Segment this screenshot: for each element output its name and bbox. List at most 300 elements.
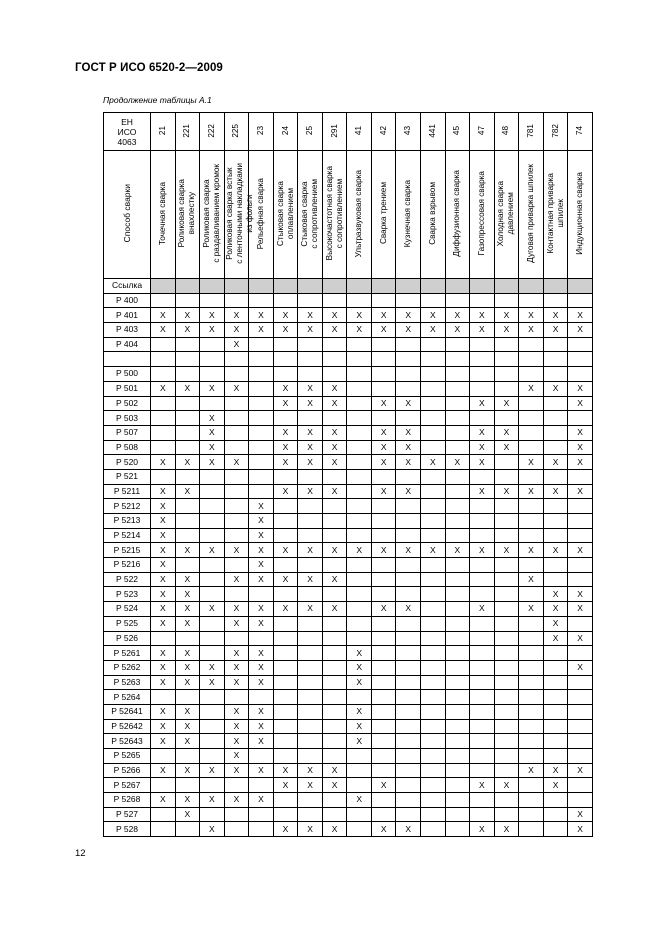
- table-row: [104, 293, 593, 308]
- applicability-cell: X: [568, 440, 593, 455]
- process-name: [202, 164, 222, 263]
- applicability-cell: [421, 646, 446, 661]
- applicability-cell: [347, 484, 372, 499]
- applicability-cell: [568, 499, 593, 514]
- applicability-cell: X: [371, 778, 396, 793]
- applicability-cell: X: [249, 616, 274, 631]
- applicability-cell: X: [347, 719, 372, 734]
- applicability-cell: [175, 293, 200, 308]
- applicability-cell: [568, 367, 593, 382]
- applicability-cell: [543, 440, 568, 455]
- applicability-cell: X: [151, 719, 176, 734]
- applicability-cell: [224, 440, 249, 455]
- applicability-cell: [445, 469, 470, 484]
- applicability-cell: [396, 367, 421, 382]
- applicability-cell: [519, 646, 544, 661]
- table-row: [104, 749, 593, 764]
- applicability-cell: X: [543, 381, 568, 396]
- process-code-cell: [273, 113, 298, 151]
- applicability-cell: [298, 646, 323, 661]
- process-name-line: Стыковая сварка: [275, 180, 285, 247]
- reference-cell: [445, 279, 470, 294]
- applicability-cell: X: [224, 381, 249, 396]
- applicability-cell: [151, 396, 176, 411]
- applicability-cell: [494, 455, 519, 470]
- process-name-cell: [445, 151, 470, 279]
- applicability-cell: X: [249, 793, 274, 808]
- applicability-cell: X: [322, 440, 347, 455]
- process-name-cell: [421, 151, 446, 279]
- applicability-cell: [249, 337, 274, 352]
- applicability-cell: X: [200, 763, 225, 778]
- applicability-cell: [396, 778, 421, 793]
- applicability-cell: [519, 690, 544, 705]
- process-name-line: Ультразвуковая сварка: [354, 169, 364, 258]
- process-code: 221: [182, 123, 192, 138]
- process-name-cell: [175, 151, 200, 279]
- applicability-cell: X: [421, 308, 446, 323]
- process-name: [477, 171, 487, 255]
- applicability-cell: X: [543, 778, 568, 793]
- applicability-cell: X: [200, 793, 225, 808]
- applicability-cell: [151, 631, 176, 646]
- applicability-cell: [273, 469, 298, 484]
- applicability-cell: [371, 807, 396, 822]
- applicability-cell: [273, 749, 298, 764]
- process-name-line: оплавлением: [285, 187, 295, 240]
- table-row: [104, 484, 593, 499]
- applicability-cell: [470, 499, 495, 514]
- applicability-cell: [224, 778, 249, 793]
- applicability-cell: [421, 587, 446, 602]
- applicability-cell: [347, 367, 372, 382]
- process-name: [177, 179, 197, 247]
- applicability-cell: X: [151, 514, 176, 529]
- applicability-cell: [445, 704, 470, 719]
- applicability-cell: [494, 572, 519, 587]
- applicability-cell: [298, 793, 323, 808]
- applicability-cell: [347, 293, 372, 308]
- applicability-cell: X: [224, 543, 249, 558]
- applicability-cell: [249, 293, 274, 308]
- process-name-line: с сопротивлением: [334, 178, 344, 249]
- applicability-cell: [568, 411, 593, 426]
- applicability-cell: X: [224, 646, 249, 661]
- applicability-cell: [347, 587, 372, 602]
- applicability-cell: X: [200, 455, 225, 470]
- table-row: [104, 558, 593, 573]
- applicability-cell: [470, 807, 495, 822]
- applicability-cell: X: [568, 631, 593, 646]
- applicability-cell: X: [347, 704, 372, 719]
- applicability-cell: [298, 616, 323, 631]
- applicability-cell: [347, 631, 372, 646]
- applicability-cell: X: [543, 455, 568, 470]
- imperfection-ref: P 5268: [104, 793, 151, 808]
- applicability-cell: [224, 396, 249, 411]
- applicability-cell: [421, 822, 446, 837]
- imperfection-ref: P 404: [104, 337, 151, 352]
- applicability-cell: [445, 822, 470, 837]
- applicability-cell: [396, 675, 421, 690]
- applicability-cell: [494, 514, 519, 529]
- applicability-cell: [543, 675, 568, 690]
- process-code-cell: [298, 113, 323, 151]
- imperfection-ref: P 5214: [104, 528, 151, 543]
- applicability-cell: X: [470, 822, 495, 837]
- applicability-cell: [371, 587, 396, 602]
- applicability-cell: [421, 719, 446, 734]
- applicability-cell: X: [175, 719, 200, 734]
- applicability-cell: [322, 587, 347, 602]
- applicability-cell: [445, 352, 470, 367]
- applicability-cell: X: [298, 484, 323, 499]
- applicability-cell: [445, 484, 470, 499]
- applicability-cell: X: [175, 587, 200, 602]
- process-code: 45: [452, 125, 462, 136]
- process-name-cell: [151, 151, 176, 279]
- applicability-cell: [445, 616, 470, 631]
- applicability-cell: [470, 631, 495, 646]
- applicability-cell: X: [543, 602, 568, 617]
- applicability-cell: [421, 572, 446, 587]
- applicability-cell: X: [347, 543, 372, 558]
- applicability-cell: [371, 337, 396, 352]
- applicability-cell: [421, 499, 446, 514]
- applicability-cell: X: [371, 484, 396, 499]
- applicability-cell: [371, 499, 396, 514]
- process-code-cell: [347, 113, 372, 151]
- imperfection-ref: P 527: [104, 807, 151, 822]
- applicability-cell: [421, 411, 446, 426]
- applicability-cell: X: [151, 323, 176, 338]
- applicability-cell: X: [543, 587, 568, 602]
- applicability-cell: X: [519, 323, 544, 338]
- process-name-line: Роликовая сварка встык: [224, 167, 234, 260]
- applicability-cell: [519, 469, 544, 484]
- reference-cell: [347, 279, 372, 294]
- method-name-row: [104, 151, 593, 279]
- applicability-cell: [322, 411, 347, 426]
- applicability-cell: [543, 499, 568, 514]
- imperfection-ref: P 508: [104, 440, 151, 455]
- applicability-cell: X: [175, 660, 200, 675]
- process-name: [496, 181, 516, 246]
- applicability-cell: [568, 734, 593, 749]
- applicability-cell: [151, 425, 176, 440]
- table-row: [104, 572, 593, 587]
- applicability-cell: X: [151, 543, 176, 558]
- applicability-cell: X: [200, 822, 225, 837]
- applicability-cell: X: [298, 308, 323, 323]
- applicability-cell: [347, 440, 372, 455]
- table-row: [104, 631, 593, 646]
- applicability-cell: X: [396, 440, 421, 455]
- table-row: [104, 381, 593, 396]
- applicability-cell: X: [568, 807, 593, 822]
- applicability-cell: X: [568, 455, 593, 470]
- applicability-cell: [347, 822, 372, 837]
- process-code-cell: [151, 113, 176, 151]
- applicability-cell: X: [543, 763, 568, 778]
- applicability-cell: [494, 734, 519, 749]
- applicability-cell: [371, 749, 396, 764]
- applicability-cell: X: [224, 704, 249, 719]
- process-code: 23: [255, 125, 265, 136]
- applicability-cell: [568, 514, 593, 529]
- applicability-cell: [371, 793, 396, 808]
- applicability-cell: [494, 660, 519, 675]
- applicability-cell: X: [470, 425, 495, 440]
- applicability-cell: [494, 749, 519, 764]
- applicability-cell: [470, 514, 495, 529]
- applicability-cell: X: [249, 558, 274, 573]
- imperfection-ref: P 5212: [104, 499, 151, 514]
- applicability-cell: X: [322, 822, 347, 837]
- imperfection-ref: P 523: [104, 587, 151, 602]
- table-row: [104, 528, 593, 543]
- applicability-cell: [200, 558, 225, 573]
- process-name-line: Дуговая приварка шпилек: [525, 164, 535, 263]
- applicability-cell: [273, 631, 298, 646]
- process-name-line: Индукционная сварка: [575, 172, 585, 255]
- applicability-cell: X: [200, 602, 225, 617]
- applicability-cell: X: [494, 323, 519, 338]
- applicability-cell: [273, 690, 298, 705]
- applicability-cell: [519, 425, 544, 440]
- process-code: 225: [231, 123, 241, 138]
- applicability-cell: X: [322, 308, 347, 323]
- applicability-cell: X: [568, 323, 593, 338]
- applicability-cell: X: [175, 308, 200, 323]
- applicability-cell: [273, 675, 298, 690]
- applicability-cell: [224, 469, 249, 484]
- applicability-cell: X: [371, 602, 396, 617]
- imperfection-ref: P 525: [104, 616, 151, 631]
- imperfection-ref: P 522: [104, 572, 151, 587]
- process-code: 781: [525, 123, 535, 138]
- applicability-cell: [445, 660, 470, 675]
- applicability-cell: [519, 734, 544, 749]
- applicability-cell: [445, 293, 470, 308]
- applicability-cell: X: [421, 323, 446, 338]
- applicability-cell: X: [224, 734, 249, 749]
- process-name: [546, 173, 566, 254]
- applicability-cell: [494, 616, 519, 631]
- imperfection-ref: P 507: [104, 425, 151, 440]
- applicability-cell: X: [470, 543, 495, 558]
- applicability-cell: [273, 558, 298, 573]
- imperfection-ref: P 520: [104, 455, 151, 470]
- applicability-cell: [470, 660, 495, 675]
- imperfection-ref: P 5263: [104, 675, 151, 690]
- applicability-cell: [445, 763, 470, 778]
- applicability-cell: [445, 396, 470, 411]
- imperfection-ref: P 526: [104, 631, 151, 646]
- process-code: 48: [501, 125, 511, 136]
- applicability-cell: [175, 469, 200, 484]
- reference-cell: [494, 279, 519, 294]
- applicability-cell: X: [396, 455, 421, 470]
- applicability-cell: [273, 807, 298, 822]
- applicability-cell: X: [421, 543, 446, 558]
- applicability-cell: [543, 704, 568, 719]
- applicability-cell: [273, 367, 298, 382]
- table-row: [104, 822, 593, 837]
- applicability-cell: [445, 807, 470, 822]
- applicability-cell: [519, 411, 544, 426]
- applicability-cell: [249, 469, 274, 484]
- table-row: [104, 469, 593, 484]
- applicability-cell: X: [224, 602, 249, 617]
- applicability-cell: X: [347, 734, 372, 749]
- applicability-cell: [249, 352, 274, 367]
- applicability-cell: X: [494, 440, 519, 455]
- imperfection-ref: P 5215: [104, 543, 151, 558]
- process-name-line: Сварка трением: [378, 182, 388, 245]
- process-name-cell: [371, 151, 396, 279]
- applicability-cell: X: [568, 587, 593, 602]
- applicability-cell: [322, 528, 347, 543]
- table-row: [104, 616, 593, 631]
- applicability-cell: X: [543, 631, 568, 646]
- applicability-cell: [322, 469, 347, 484]
- table-row: [104, 367, 593, 382]
- applicability-cell: X: [470, 396, 495, 411]
- applicability-cell: [445, 558, 470, 573]
- process-code: 74: [575, 125, 585, 136]
- applicability-cell: [445, 631, 470, 646]
- applicability-cell: [298, 660, 323, 675]
- applicability-cell: X: [175, 572, 200, 587]
- applicability-cell: [568, 704, 593, 719]
- applicability-cell: X: [175, 455, 200, 470]
- applicability-cell: [543, 352, 568, 367]
- applicability-cell: [273, 719, 298, 734]
- process-name-line: давлением: [506, 192, 516, 235]
- imperfection-ref: P 400: [104, 293, 151, 308]
- applicability-cell: [421, 734, 446, 749]
- process-name-line: Роликовая сварка: [177, 179, 187, 248]
- applicability-cell: X: [151, 704, 176, 719]
- applicability-cell: [175, 411, 200, 426]
- applicability-cell: [470, 367, 495, 382]
- applicability-cell: [421, 469, 446, 484]
- applicability-cell: [347, 602, 372, 617]
- process-code: 21: [157, 125, 167, 136]
- process-code: 47: [476, 125, 486, 136]
- applicability-cell: [273, 352, 298, 367]
- applicability-cell: [322, 646, 347, 661]
- applicability-cell: X: [519, 543, 544, 558]
- applicability-cell: [175, 822, 200, 837]
- applicability-cell: [396, 763, 421, 778]
- table-row: [104, 396, 593, 411]
- applicability-cell: [519, 616, 544, 631]
- applicability-cell: [347, 499, 372, 514]
- applicability-cell: X: [224, 763, 249, 778]
- applicability-cell: [494, 469, 519, 484]
- applicability-cell: X: [396, 543, 421, 558]
- applicability-cell: [371, 293, 396, 308]
- applicability-cell: [322, 499, 347, 514]
- imperfection-ref: P 5262: [104, 660, 151, 675]
- process-code: 41: [354, 125, 364, 136]
- applicability-cell: X: [151, 734, 176, 749]
- table-caption: Продолжение таблицы А.1: [103, 95, 212, 105]
- applicability-cell: [543, 807, 568, 822]
- applicability-cell: [322, 793, 347, 808]
- applicability-cell: X: [151, 602, 176, 617]
- applicability-cell: X: [347, 675, 372, 690]
- table-row: [104, 543, 593, 558]
- process-code-cell: [421, 113, 446, 151]
- applicability-cell: [543, 367, 568, 382]
- applicability-cell: X: [273, 572, 298, 587]
- applicability-cell: X: [298, 763, 323, 778]
- applicability-cell: [175, 499, 200, 514]
- applicability-cell: [298, 528, 323, 543]
- applicability-cell: [396, 411, 421, 426]
- applicability-cell: [519, 704, 544, 719]
- applicability-cell: [445, 425, 470, 440]
- applicability-cell: [298, 367, 323, 382]
- table-row: [104, 778, 593, 793]
- applicability-cell: X: [249, 675, 274, 690]
- applicability-cell: X: [273, 778, 298, 793]
- process-name-line: с ленточными накладками: [234, 163, 244, 264]
- applicability-cell: [519, 352, 544, 367]
- applicability-cell: X: [224, 660, 249, 675]
- applicability-cell: X: [322, 455, 347, 470]
- applicability-cell: [298, 690, 323, 705]
- applicability-cell: [445, 514, 470, 529]
- applicability-cell: X: [249, 543, 274, 558]
- applicability-cell: X: [273, 396, 298, 411]
- applicability-cell: [543, 528, 568, 543]
- applicability-cell: X: [298, 602, 323, 617]
- applicability-cell: [322, 293, 347, 308]
- applicability-cell: [298, 352, 323, 367]
- applicability-cell: X: [175, 807, 200, 822]
- imperfection-ref: P 5266: [104, 763, 151, 778]
- applicability-cell: X: [175, 616, 200, 631]
- applicability-cell: [371, 763, 396, 778]
- applicability-cell: [470, 646, 495, 661]
- applicability-cell: [175, 337, 200, 352]
- process-name-line: Контактная приварка: [545, 173, 555, 254]
- applicability-cell: X: [151, 484, 176, 499]
- applicability-cell: [445, 381, 470, 396]
- reference-cell: [175, 279, 200, 294]
- process-name: [325, 166, 345, 260]
- applicability-cell: [494, 499, 519, 514]
- process-name: [379, 182, 389, 244]
- applicability-cell: [421, 367, 446, 382]
- applicability-cell: [396, 719, 421, 734]
- applicability-cell: [519, 514, 544, 529]
- process-code: 24: [280, 125, 290, 136]
- applicability-cell: [494, 602, 519, 617]
- imperfection-ref: P 52643: [104, 734, 151, 749]
- applicability-cell: [519, 293, 544, 308]
- table-row: [104, 308, 593, 323]
- applicability-cell: [175, 440, 200, 455]
- applicability-cell: [396, 528, 421, 543]
- applicability-cell: X: [568, 602, 593, 617]
- applicability-cell: [224, 411, 249, 426]
- applicability-cell: [298, 499, 323, 514]
